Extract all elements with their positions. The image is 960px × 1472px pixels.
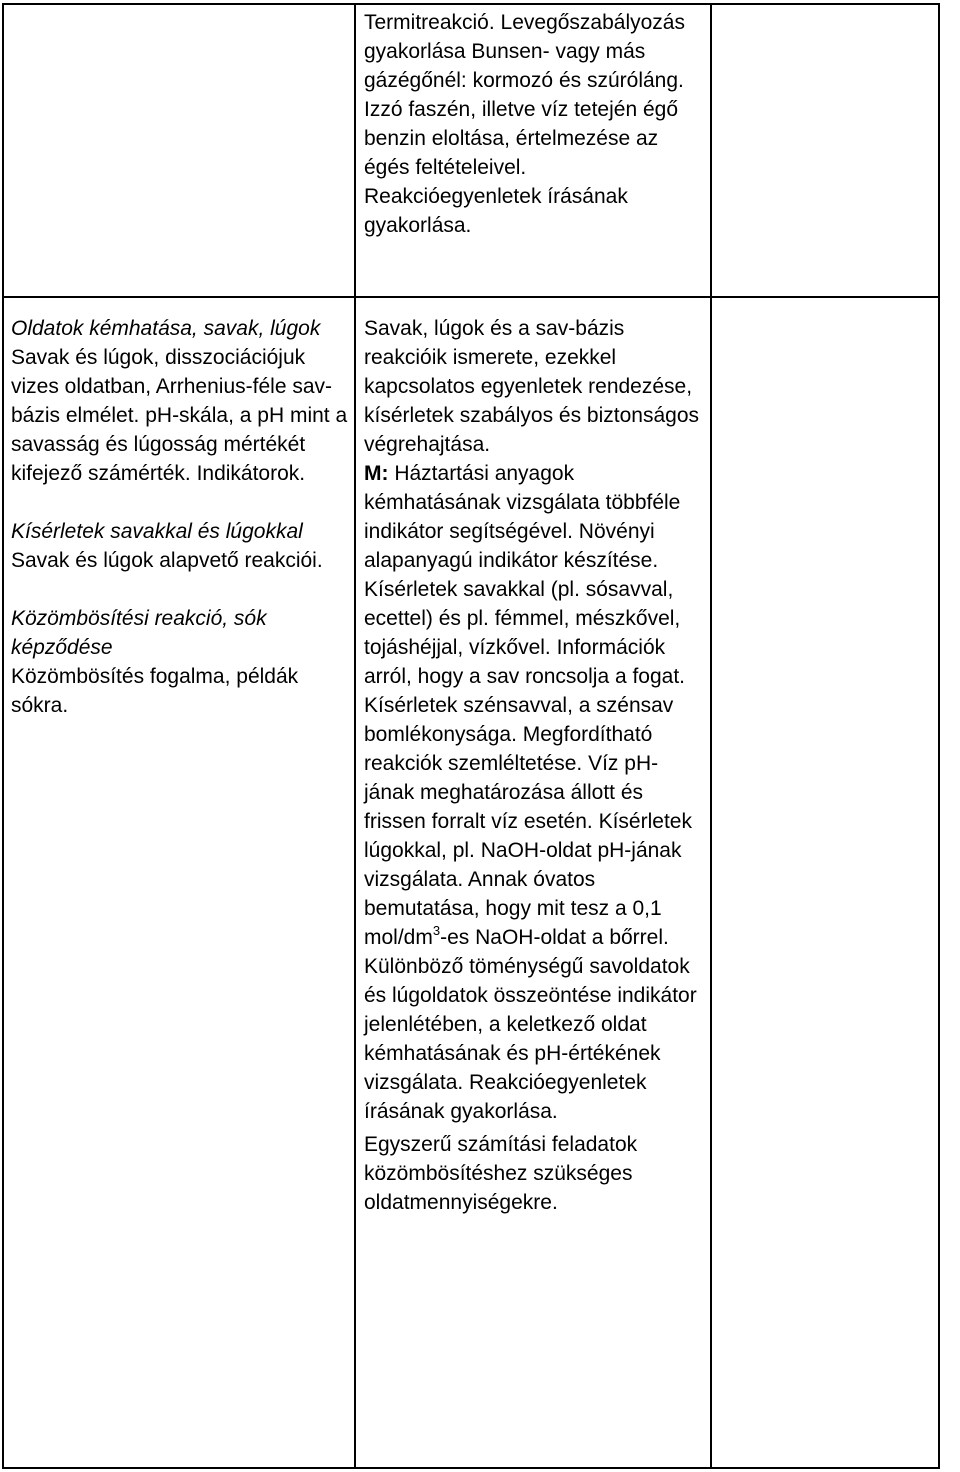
activities-label: M: (364, 462, 389, 485)
topic-body: Savak és lúgok alapvető reakciói. (11, 549, 323, 572)
table-row (3, 4, 939, 297)
topic-title: Közömbösítési reakció, sók képződése (11, 607, 267, 659)
topic-body: Savak és lúgok, disszociációjuk vizes oldatban, Arrhenius-féle sav-bázis elmélet. pH-skála, a pH mint a savasság és lúgosság mértékét kifejező számérték. Indikátorok. (11, 346, 348, 485)
activities-last: Egyszerű számítási feladatok közömbösítéshez szükséges oldatmennyiségekre. (364, 1133, 638, 1214)
topic-title: Kísérletek savakkal és lúgokkal (11, 520, 303, 543)
activities-text: Termitreakció. Levegőszabályozás gyakorlása Bunsen- vagy más gázégőnél: kormozó és szúróláng. Izzó faszén, illetve víz tetején égő benzin eloltása, értelmezése az égés feltételeivel. Reakcióegyenletek írásának gyakorlása. (364, 11, 685, 237)
activities-main (364, 459, 706, 1126)
connections-cell (711, 4, 939, 297)
topic-cell (3, 4, 355, 297)
activities-main-text-a: Háztartási anyagok kémhatásának vizsgálata többféle indikátor segítségével. Növényi alapanyagú indikátor készítése. Kísérletek savakkal (pl. sósavval, ecettel) és pl. fémmel, mészkővel, tojáshéjjal, vízkővel. Információk arról, hogy a sav roncsolja a fogat. Kísérletek szénsavval, a szénsav bomlékonysága. Megfordítható reakciók szemléltetése. Víz pH-jának meghatározása állott és frissen forralt víz esetén. Kísérletek lúgokkal, pl. NaOH-oldat pH-jának vizsgálata. Annak óvatos bemutatása, hogy mit tesz a 0,1 mol/dm (364, 462, 692, 949)
unit-exponent: 3 (432, 923, 441, 938)
activities-cell (355, 297, 711, 1468)
table-row (3, 297, 939, 1468)
curriculum-table (2, 3, 940, 1469)
activities-intro: Savak, lúgok és a sav-bázis reakcióik ismerete, ezekkel kapcsolatos egyenletek rendezése, kísérletek szabályos és biztonságos végrehajtása. (364, 317, 700, 456)
connections-cell (711, 297, 939, 1468)
activities-main-text-b: -es NaOH-oldat a bőrrel. Különböző töménységű savoldatok és lúgoldatok összeöntése indikátor jelenlétében, a keletkező oldat kémhatásának és pH-értékének vizsgálata. Reakcióegyenletek írásának gyakorlása. (364, 926, 697, 1123)
topic-body: Közömbösítés fogalma, példák sókra. (11, 665, 299, 717)
topic-title: Oldatok kémhatása, savak, lúgok (11, 317, 321, 340)
topic-cell (3, 297, 355, 1468)
activities-cell (355, 4, 711, 297)
